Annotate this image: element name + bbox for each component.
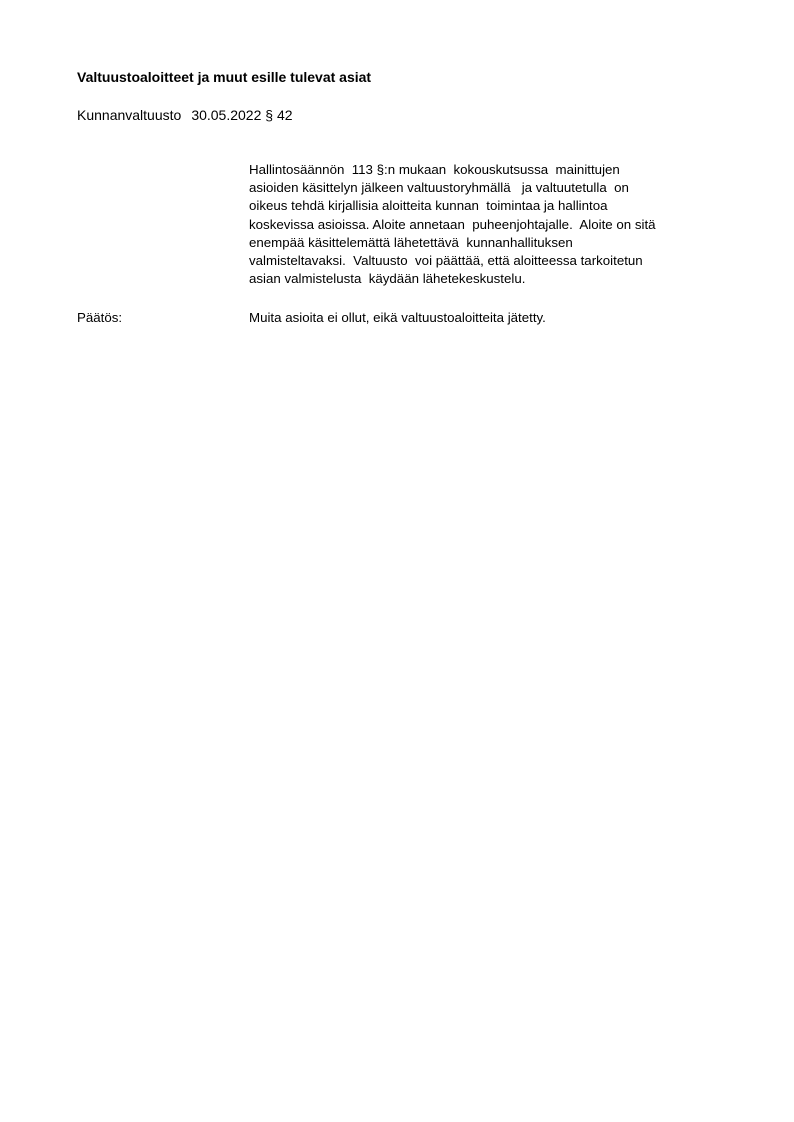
description-line: valmisteltavaksi. Valtuusto voi päättää, että aloitteessa tarkoitetun (249, 253, 643, 269)
description-line: asian valmistelusta käydään lähetekeskustelu. (249, 271, 526, 287)
description-line: Hallintosäännön 113 §:n mukaan kokouskutsussa mainittujen (249, 162, 620, 177)
meeting-body: Kunnanvaltuusto (77, 107, 182, 123)
description-line: asioiden käsittelyn jälkeen valtuustoryhmällä ja valtuutetulla on (249, 180, 629, 196)
meeting-date-section: 30.05.2022 § 42 (191, 107, 293, 123)
description-line: koskevissa asioissa. Aloite annetaan puheenjohtajalle. Aloite on sitä (249, 216, 656, 232)
decision-text: Muita asioita ei ollut, eikä valtuustoaloitteita jätetty. (249, 310, 546, 325)
description-line: oikeus tehdä kirjallisia aloitteita kunnan toimintaa ja hallintoa (249, 198, 608, 214)
decision-label: Päätös: (77, 310, 123, 325)
description-line: enempää käsittelemättä lähetettävä kunnanhallituksen (249, 234, 573, 250)
meeting-reference (77, 107, 293, 124)
description-paragraph (249, 161, 749, 288)
document-title: Valtuustoaloitteet ja muut esille tulevat asiat (77, 69, 372, 85)
